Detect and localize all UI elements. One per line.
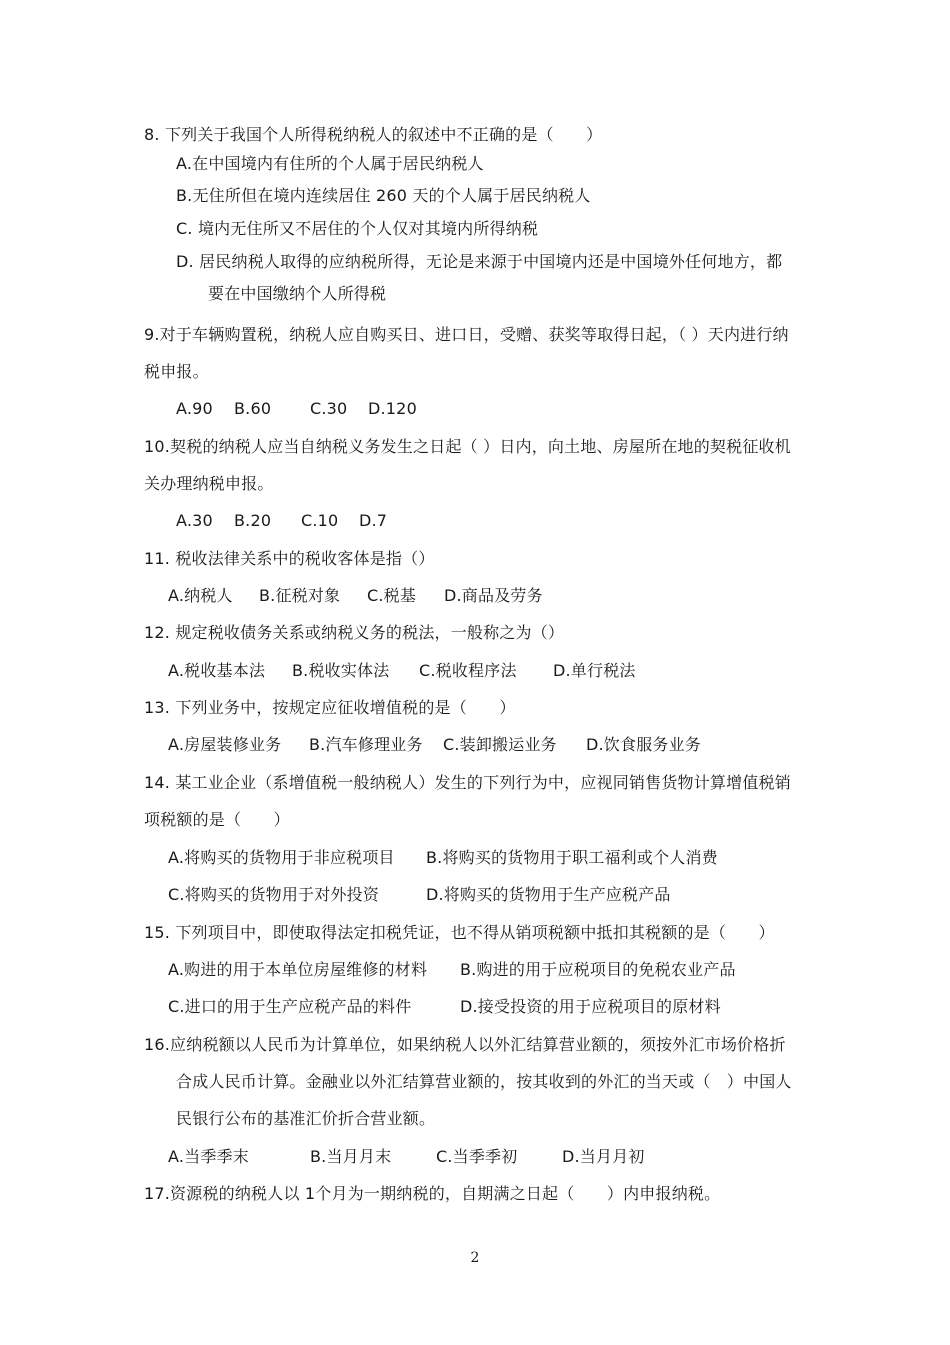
q16-option-d: D.当月月初 xyxy=(562,1147,645,1166)
q8-option-d-line1: D. 居民纳税人取得的应纳税所得，无论是来源于中国境内还是中国境外任何地方，都 xyxy=(176,252,783,271)
q13-stem: 13. 下列业务中，按规定应征收增值税的是（ ） xyxy=(144,698,516,717)
q9-option-d: D.120 xyxy=(368,399,417,418)
q16-options xyxy=(168,1146,645,1168)
q12-option-b: B.税收实体法 xyxy=(292,661,390,680)
q14-option-b: B.将购买的货物用于职工福利或个人消费 xyxy=(426,848,718,867)
q14-option-d: D.将购买的货物用于生产应税产品 xyxy=(426,885,671,904)
q11-option-b: B.征税对象 xyxy=(259,586,341,605)
q15-option-b: B.购进的用于应税项目的免税农业产品 xyxy=(460,960,736,979)
q15-option-d: D.接受投资的用于应税项目的原材料 xyxy=(460,997,721,1016)
q12-option-a: A.税收基本法 xyxy=(168,661,266,680)
q11-option-d: D.商品及劳务 xyxy=(444,586,543,605)
q15-option-a: A.购进的用于本单位房屋维修的材料 xyxy=(168,960,428,979)
q9-option-c: C.30 xyxy=(310,399,348,418)
q9-options xyxy=(176,398,417,420)
q10-stem-line1: 10.契税的纳税人应当自纳税义务发生之日起（ ）日内，向土地、房屋所在地的契税征收机 xyxy=(144,437,791,456)
q8-option-c: C. 境内无住所又不居住的个人仅对其境内所得纳税 xyxy=(176,219,539,238)
q16-stem-line1: 16.应纳税额以人民币为计算单位，如果纳税人以外汇结算营业额的，须按外汇市场价格折 xyxy=(144,1035,786,1054)
q12-stem: 12. 规定税收债务关系或纳税义务的税法，一般称之为（） xyxy=(144,623,565,642)
q11-option-c: C.税基 xyxy=(367,586,417,605)
q13-option-d: D.饮食服务业务 xyxy=(586,735,702,754)
q8-option-a: A.在中国境内有住所的个人属于居民纳税人 xyxy=(176,154,484,173)
q14-option-a: A.将购买的货物用于非应税项目 xyxy=(168,848,395,867)
q10-options xyxy=(176,510,387,532)
q16-stem-line2: 合成人民币计算。金融业以外汇结算营业额的，按其收到的外汇的当天或（ ）中国人 xyxy=(176,1072,792,1091)
q10-option-a: A.30 xyxy=(176,511,213,530)
q16-stem-line3: 民银行公布的基准汇价折合营业额。 xyxy=(176,1109,436,1128)
q15-options-row1 xyxy=(168,959,736,981)
q8-option-d-line2: 要在中国缴纳个人所得税 xyxy=(208,284,387,303)
q13-option-b: B.汽车修理业务 xyxy=(309,735,423,754)
page-number: 2 xyxy=(470,1250,480,1266)
q13-options xyxy=(168,734,701,756)
q14-options-row2 xyxy=(168,884,671,906)
q9-option-b: B.60 xyxy=(234,399,272,418)
q9-stem-line2: 税申报。 xyxy=(144,362,209,381)
q12-option-d: D.单行税法 xyxy=(553,661,636,680)
q16-option-c: C.当季季初 xyxy=(436,1147,518,1166)
q15-stem: 15. 下列项目中，即使取得法定扣税凭证，也不得从销项税额中抵扣其税额的是（ ） xyxy=(144,923,775,942)
q17-stem: 17.资源税的纳税人以 1个月为一期纳税的，自期满之日起（ ）内申报纳税。 xyxy=(144,1184,721,1203)
q14-stem-line1: 14. 某工业企业（系增值税一般纳税人）发生的下列行为中，应视同销售货物计算增值税销 xyxy=(144,773,791,792)
q12-options xyxy=(168,660,636,682)
q13-option-c: C.装卸搬运业务 xyxy=(443,735,557,754)
q10-option-d: D.7 xyxy=(359,511,388,530)
q16-option-b: B.当月月末 xyxy=(310,1147,392,1166)
q10-option-b: B.20 xyxy=(234,511,272,530)
q14-options-row1 xyxy=(168,847,718,869)
q10-option-c: C.10 xyxy=(301,511,339,530)
q9-stem-line1: 9.对于车辆购置税，纳税人应自购买日、进口日，受赠、获奖等取得日起，（ ）天内进行纳 xyxy=(144,325,789,344)
q15-options-row2 xyxy=(168,996,721,1018)
q10-stem-line2: 关办理纳税申报。 xyxy=(144,474,274,493)
q9-option-a: A.90 xyxy=(176,399,213,418)
q13-option-a: A.房屋装修业务 xyxy=(168,735,282,754)
q15-option-c: C.进口的用于生产应税产品的料件 xyxy=(168,997,412,1016)
q11-option-a: A.纳税人 xyxy=(168,586,233,605)
q8-option-b: B.无住所但在境内连续居住 260 天的个人属于居民纳税人 xyxy=(176,186,591,205)
q14-stem-line2: 项税额的是（ ） xyxy=(144,810,290,829)
q16-option-a: A.当季季末 xyxy=(168,1147,249,1166)
q14-option-c: C.将购买的货物用于对外投资 xyxy=(168,885,380,904)
q11-stem: 11. 税收法律关系中的税收客体是指（） xyxy=(144,549,435,568)
q8-stem: 8. 下列关于我国个人所得税纳税人的叙述中不正确的是（ ） xyxy=(144,125,603,144)
q11-options xyxy=(168,585,543,607)
q12-option-c: C.税收程序法 xyxy=(419,661,517,680)
